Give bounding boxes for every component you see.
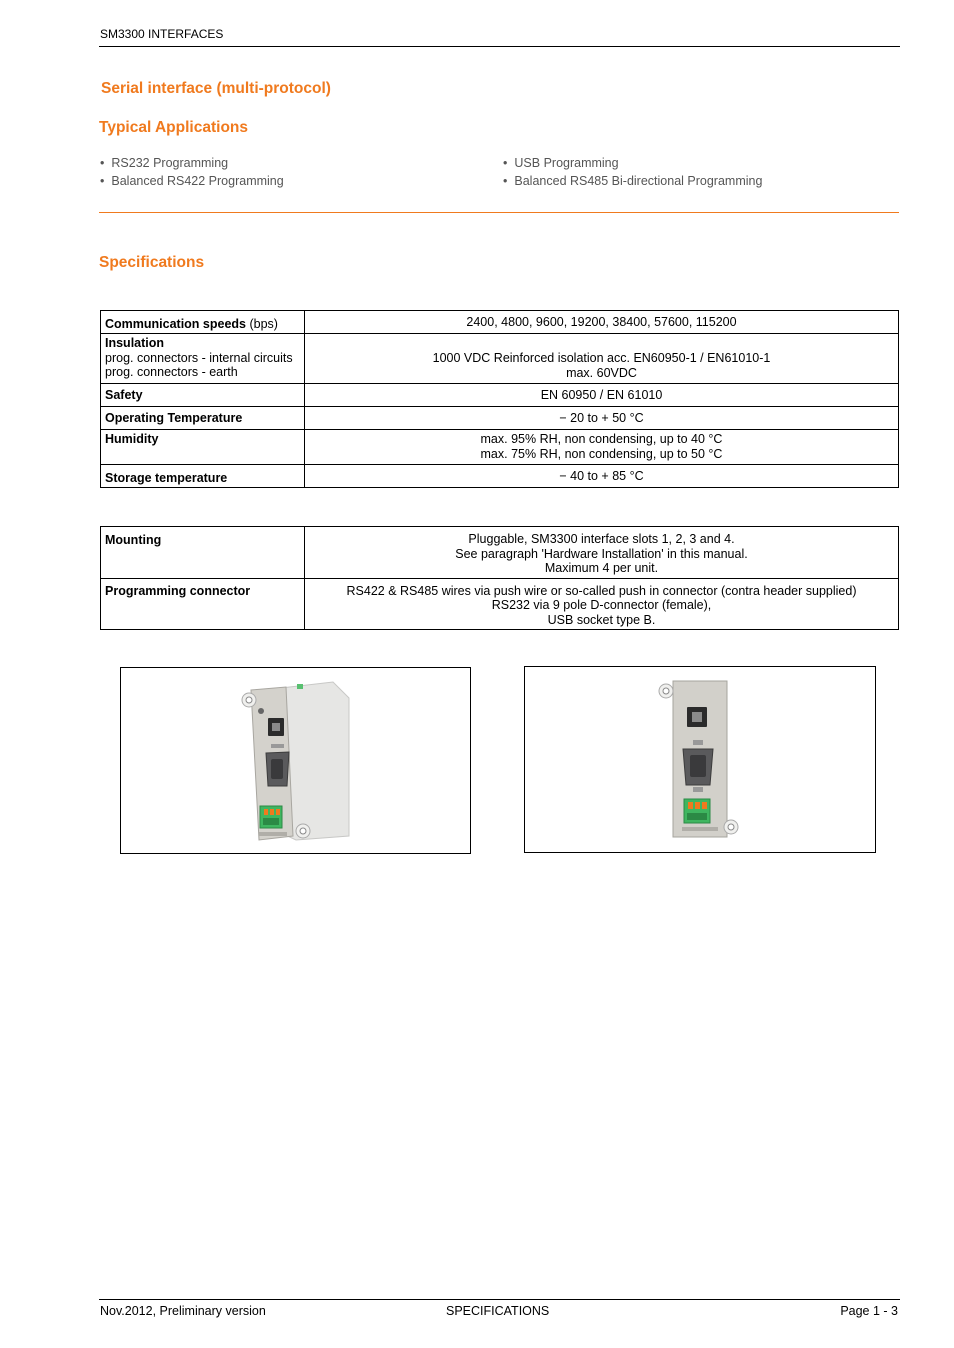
insulation-value-2: max. 60VDC [566,365,637,380]
safety-value: EN 60950 / EN 61010 [305,384,899,407]
table-cell-value [305,334,899,384]
list-item: • Balanced RS422 Programming [100,172,284,190]
applications-list-right [503,154,762,190]
section-title: Serial interface (multi-protocol) [101,80,331,97]
humidity-value-2: max. 75% RH, non condensing, up to 50 °C [480,446,723,461]
insulation-value-1: 1000 VDC Reinforced isolation acc. EN60950-1 / EN61010-1 [432,351,771,365]
mounting-value-3: Maximum 4 per unit. [544,561,659,575]
mounting-value-2: See paragraph 'Hardware Installation' in this manual. [455,546,748,561]
operating-temperature-label: Operating Temperature [101,407,305,430]
applications-title: Typical Applications [99,119,248,136]
footer-page-number: Page 1 - 3 [840,1304,898,1318]
humidity-value-1: max. 95% RH, non condensing, up to 40 °C [480,432,723,446]
programming-connector-label: Programming connector [101,578,305,630]
table-cell-value [305,430,899,465]
insulation-label: Insulation [105,336,165,350]
table-row [101,527,899,579]
specifications-table [100,310,899,488]
table-row [101,384,899,407]
mounting-label: Mounting [101,527,305,579]
header-title: SM3300 INTERFACES [100,27,224,41]
connector-value-2: RS232 via 9 pole D-connector (female), [491,598,712,612]
table-cell-value [305,527,899,579]
table-row [101,311,899,334]
storage-temperature-label: Storage temperature [101,465,305,488]
mounting-value-1: Pluggable, SM3300 interface slots 1, 2, 3 and 4. [468,532,735,546]
comm-speed-value: 2400, 4800, 9600, 19200, 38400, 57600, 115200 [305,311,899,334]
footer-divider [99,1299,900,1300]
safety-label: Safety [101,384,305,407]
table-row [101,430,899,465]
footer-section: SPECIFICATIONS [446,1304,550,1318]
footer-version: Nov.2012, Preliminary version [100,1304,266,1318]
specifications-title: Specifications [99,254,205,271]
storage-temperature-value: − 40 to + 85 °C [305,465,899,488]
mounting-table [100,526,899,630]
table-row [101,407,899,430]
list-item: • Balanced RS485 Bi-directional Programming [503,172,762,190]
module-photo-front [524,666,876,853]
table-row [101,465,899,488]
connector-value-1: RS422 & RS485 wires via push wire or so-called push in connector (contra header supplied) [346,583,857,598]
section-divider [99,212,899,213]
module-photo-perspective [120,667,471,854]
table-cell-label [101,334,305,384]
humidity-label: Humidity [101,430,305,465]
insulation-sub-internal: prog. connectors - internal circuits [105,350,293,365]
table-row [101,578,899,630]
list-item: • RS232 Programming [100,154,284,172]
connector-value-3: USB socket type B. [547,612,656,627]
applications-list-left [100,154,284,190]
list-item: • USB Programming [503,154,762,172]
insulation-sub-earth: prog. connectors - earth [105,365,238,379]
table-row [101,334,899,384]
comm-speed-unit: (bps) [246,316,278,331]
operating-temperature-value: − 20 to + 50 °C [305,407,899,430]
header-divider [99,46,900,47]
comm-speed-label: Communication speeds [105,316,246,331]
table-cell-value [305,578,899,630]
table-cell-label [101,311,305,334]
interface-module-perspective-image [121,668,470,853]
interface-module-front-image [525,667,875,852]
